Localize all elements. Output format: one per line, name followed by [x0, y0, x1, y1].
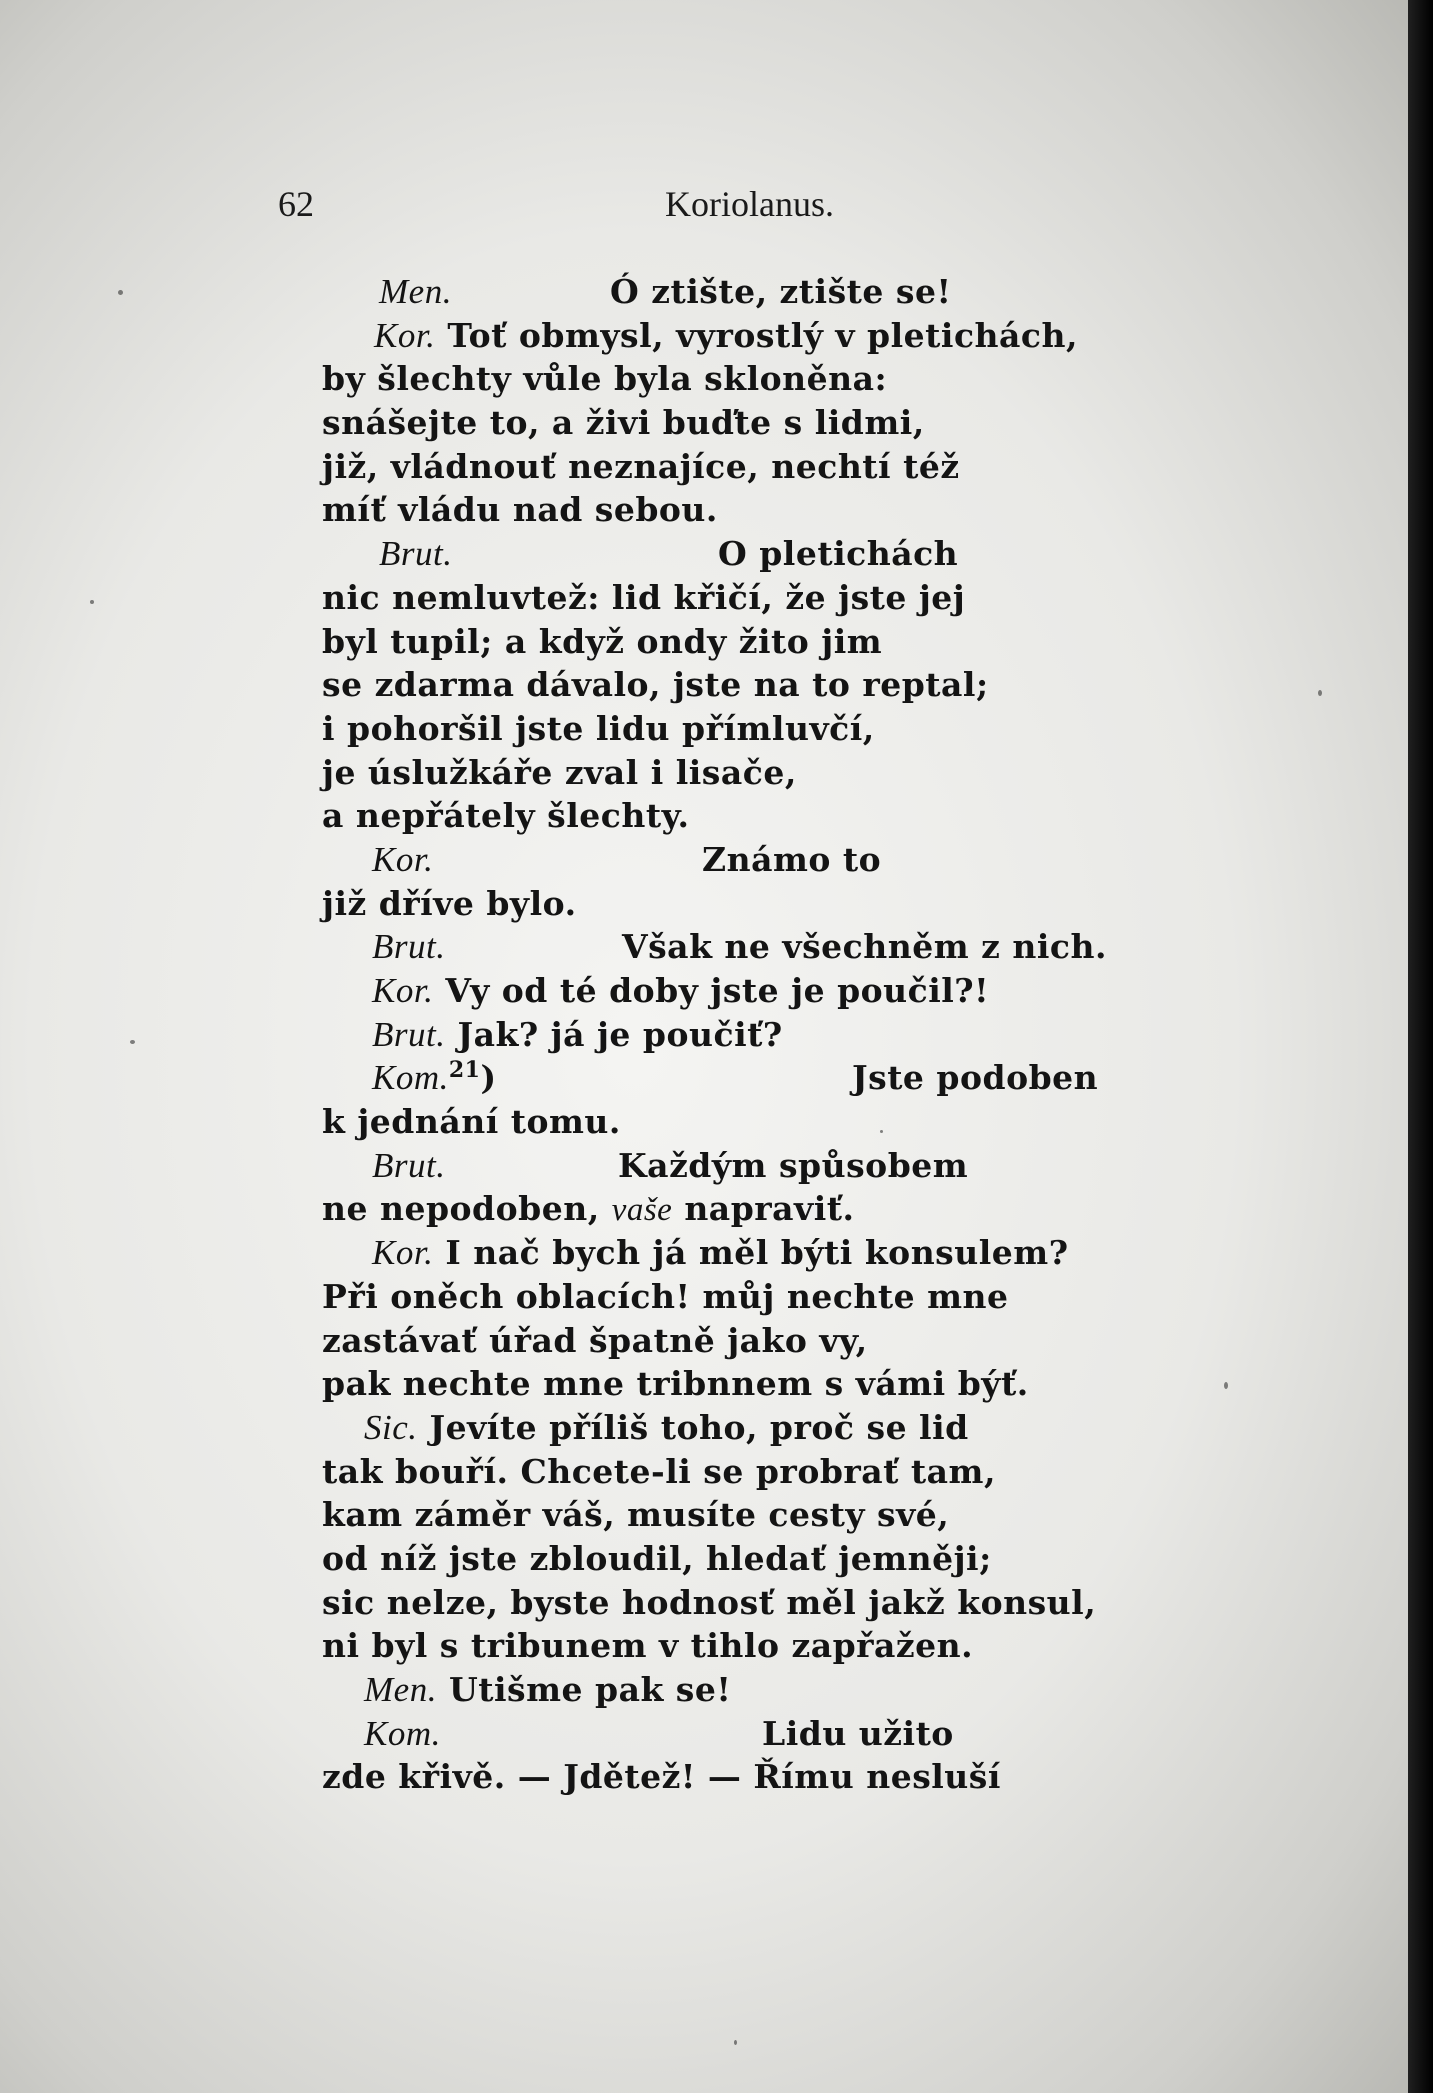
line-text: Každým spůsobem [618, 1145, 969, 1185]
text-line: kam záměr váš, musíte cesty své, [322, 1495, 950, 1535]
text-line [322, 1231, 1382, 1275]
text-line [322, 838, 1382, 882]
text-line [322, 314, 1382, 358]
text-line: k jednání tomu. [322, 1102, 621, 1142]
speaker-label: Brut. [379, 534, 453, 574]
text-line [322, 1712, 1382, 1756]
line-text: I nač bych já měl býti konsulem? [445, 1233, 1069, 1273]
text-line [322, 925, 1382, 969]
text-line: již, vládnouť neznajíce, nechtí též [322, 446, 960, 486]
text-line: je úslužkáře zval i lisače, [322, 752, 797, 792]
text-line: a nepřátely šlechty. [322, 796, 690, 836]
line-text: Jste podoben [852, 1058, 1099, 1098]
text-line: tak bouří. Chcete-li se probrať tam, [322, 1451, 996, 1491]
play-text [322, 270, 1382, 1799]
line-text: Však ne všechněm z nich. [622, 927, 1107, 967]
scan-speck [130, 1040, 135, 1044]
speaker-label: Kor. [372, 839, 434, 879]
scan-speck [1224, 1382, 1228, 1389]
text-line: zde křivě. — Jdětež! — Římu nesluší [322, 1757, 1001, 1797]
text-line: ni byl s tribunem v tihlo zapřažen. [322, 1626, 974, 1666]
scan-speck [90, 600, 94, 604]
text-line [322, 1187, 1382, 1231]
line-text: Jevíte příliš toho, proč se lid [429, 1407, 969, 1447]
line-text: Jak? já je poučiť? [457, 1014, 783, 1054]
text-line [322, 969, 1382, 1013]
scan-speck [1318, 690, 1322, 696]
page-number: 62 [278, 184, 314, 224]
scan-edge [1408, 0, 1433, 2093]
text-line: pak nechte mne tribnnem s vámi býť. [322, 1364, 1029, 1404]
line-text: Známo to [702, 839, 882, 879]
text-line [322, 1013, 1382, 1057]
text-line [322, 270, 1382, 314]
speaker-label: Sic. [364, 1407, 418, 1447]
page-header [0, 183, 1408, 233]
speaker-label: Brut. [372, 1014, 446, 1054]
speaker-label: Kor. [372, 1233, 434, 1273]
text-line: sic nelze, byste hodnosť měl jakž konsul, [322, 1582, 1097, 1622]
text-line [322, 1056, 1382, 1100]
line-text: Utišme pak se! [448, 1670, 732, 1709]
text-line [322, 1144, 1382, 1188]
speaker-label: Men. [379, 272, 452, 311]
scan-speck [734, 2040, 737, 2045]
speaker-label: Kor. [374, 315, 436, 355]
text-line [322, 1406, 1382, 1450]
speaker-label: Kom. [372, 1058, 449, 1098]
text-line: se zdarma dávalo, jste na to reptal; [322, 665, 989, 705]
text-line: nic nemluvtež: lid křičí, že jste jej [322, 577, 966, 617]
speaker-label: Kom. [364, 1713, 441, 1753]
line-text: O pletichách [718, 534, 959, 574]
line-text: ne nepodoben, [322, 1189, 612, 1229]
speaker-label: Kor. [372, 971, 434, 1010]
text-line: snášejte to, a živi buďte s lidmi, [322, 403, 925, 443]
text-line [322, 1668, 1382, 1712]
footnote-marker: 21 [448, 1057, 481, 1084]
speaker-label: Brut. [372, 1145, 446, 1185]
speaker-label: Men. [364, 1670, 437, 1709]
text-line: míť vládu nad sebou. [322, 490, 718, 530]
line-text: Lidu užito [762, 1713, 954, 1753]
text-line: by šlechty vůle byla skloněna: [322, 359, 888, 399]
text-line: od níž jste zbloudil, hledať jemněji; [322, 1538, 992, 1578]
running-title: Koriolanus. [665, 184, 834, 224]
text-line: byl tupil; a když ondy žito jim [322, 621, 883, 661]
text-line: zastávať úřad špatně jako vy, [322, 1320, 868, 1360]
line-text: Toť obmysl, vyrostlý v pletichách, [447, 315, 1078, 355]
text-line [322, 532, 1382, 576]
line-text-italic: vaše [611, 1192, 673, 1229]
text-line: již dříve bylo. [322, 883, 577, 923]
speaker-label: Brut. [372, 927, 446, 967]
line-text: Ó ztište, ztište se! [610, 272, 952, 311]
text-line: Při oněch oblacích! můj nechte mne [322, 1276, 1009, 1316]
text-line: i pohoršil jste lidu přímluvčí, [322, 708, 875, 748]
line-text: napraviť. [672, 1189, 855, 1229]
scan-speck [880, 1130, 883, 1133]
scan-speck [118, 290, 123, 295]
line-text: Vy od té doby jste je poučil?! [445, 971, 990, 1010]
footnote-paren: ) [480, 1058, 497, 1098]
